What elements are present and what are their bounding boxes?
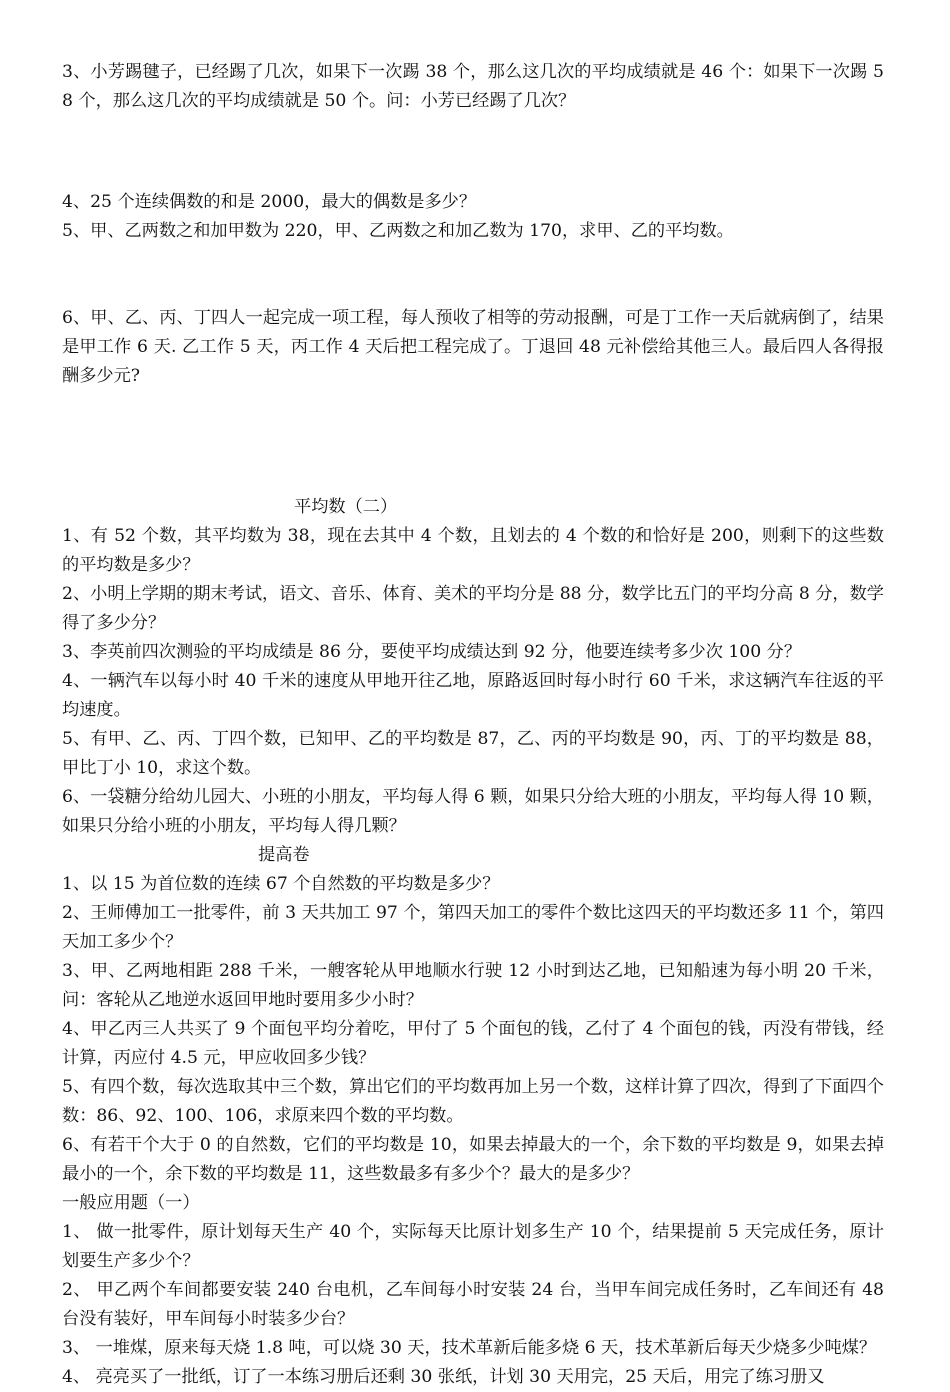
section-title-average-2: 平均数（二） [294, 497, 398, 517]
problem-s4-2: 2、 甲乙两个车间都要安装 240 台电机，乙车间每小时安装 24 台，当甲车间完成任务时，乙车间还有 48 台没有装好，甲车间每小时装多少台？ [62, 1280, 884, 1329]
document-page [62, 58, 884, 1392]
problem-s3-3: 3、甲、乙两地相距 288 千米，一艘客轮从甲地顺水行驶 12 小时到达乙地，已知船速为每小明 20 千米，问：客轮从乙地逆水返回甲地时要用多少小时？ [62, 961, 884, 1010]
problem-top-6: 6、甲、乙、丙、丁四人一起完成一项工程，每人预收了相等的劳动报酬，可是丁工作一天后就病倒了，结果是甲工作 6 天. 乙工作 5 天，丙工作 4 天后把工程完成了。丁退回 48 元补偿给其他三人。最后四人各得报酬多少元? [62, 308, 884, 386]
section-title-advanced: 提高卷 [258, 845, 310, 865]
problem-s3-6: 6、有若干个大于 0 的自然数，它们的平均数是 10，如果去掉最大的一个，余下数的平均数是 9，如果去掉最小的一个，余下数的平均数是 11，这些数最多有多少个？最大的是多少？ [62, 1135, 884, 1184]
problem-s4-1: 1、 做一批零件，原计划每天生产 40 个，实际每天比原计划多生产 10 个，结果提前 5 天完成任务，原计划要生产多少个？ [62, 1222, 884, 1271]
problem-s2-2: 2、小明上学期的期末考试，语文、音乐、体育、美术的平均分是 88 分，数学比五门的平均分高 8 分，数学得了多少分？ [62, 584, 884, 633]
problem-s2-1: 1、有 52 个数，其平均数为 38，现在去其中 4 个数，且划去的 4 个数的和恰好是 200，则剩下的这些数的平均数是多少？ [62, 526, 884, 575]
problem-s2-3: 3、李英前四次测验的平均成绩是 86 分，要使平均成绩达到 92 分，他要连续考多少次 100 分？ [62, 642, 802, 662]
problem-top-3: 3、小芳踢毽子，已经踢了几次，如果下一次踢 38 个，那么这几次的平均成绩就是 46 个：如果下一次踢 58 个，那么这几次的平均成绩就是 50 个。问：小芳已经踢了几次？ [62, 62, 884, 111]
answer-space [62, 246, 884, 304]
problem-top-5: 5、甲、乙两数之和加甲数为 220，甲、乙两数之和加乙数为 170，求甲、乙的平均数。 [62, 221, 734, 241]
answer-space [62, 391, 884, 493]
problem-s3-1: 1、以 15 为首位数的连续 67 个自然数的平均数是多少？ [62, 874, 500, 894]
problem-s2-5: 5、有甲、乙、丙、丁四个数，已知甲、乙的平均数是 87，乙、丙的平均数是 90，丙、丁的平均数是 88，甲比丁小 10，求这个数。 [62, 729, 884, 778]
problem-s3-2: 2、王师傅加工一批零件，前 3 天共加工 97 个，第四天加工的零件个数比这四天的平均数还多 11 个，第四天加工多少个？ [62, 903, 884, 952]
answer-space [62, 116, 884, 188]
problem-s4-4: 4、 亮亮买了一批纸，订了一本练习册后还剩 30 张纸，计划 30 天用完，25 天后，用完了练习册又 [62, 1367, 825, 1387]
section-title-general-application: 一般应用题（一） [62, 1193, 200, 1213]
problem-s2-4: 4、一辆汽车以每小时 40 千米的速度从甲地开往乙地，原路返回时每小时行 60 千米，求这辆汽车往返的平均速度。 [62, 671, 884, 720]
problem-s4-3: 3、 一堆煤，原来每天烧 1.8 吨，可以烧 30 天，技术革新后能多烧 6 天，技术革新后每天少烧多少吨煤？ [62, 1338, 877, 1358]
problem-s3-5: 5、有四个数，每次选取其中三个数，算出它们的平均数再加上另一个数，这样计算了四次，得到了下面四个数：86、92、100、106，求原来四个数的平均数。 [62, 1077, 884, 1126]
problem-s3-4: 4、甲乙丙三人共买了 9 个面包平均分着吃，甲付了 5 个面包的钱，乙付了 4 个面包的钱，丙没有带钱，经计算，丙应付 4.5 元，甲应收回多少钱？ [62, 1019, 884, 1068]
problem-top-4: 4、25 个连续偶数的和是 2000，最大的偶数是多少？ [62, 192, 477, 212]
problem-s2-6: 6、一袋糖分给幼儿园大、小班的小朋友，平均每人得 6 颗，如果只分给大班的小朋友，平均每人得 10 颗，如果只分给小班的小朋友，平均每人得几颗？ [62, 787, 884, 836]
